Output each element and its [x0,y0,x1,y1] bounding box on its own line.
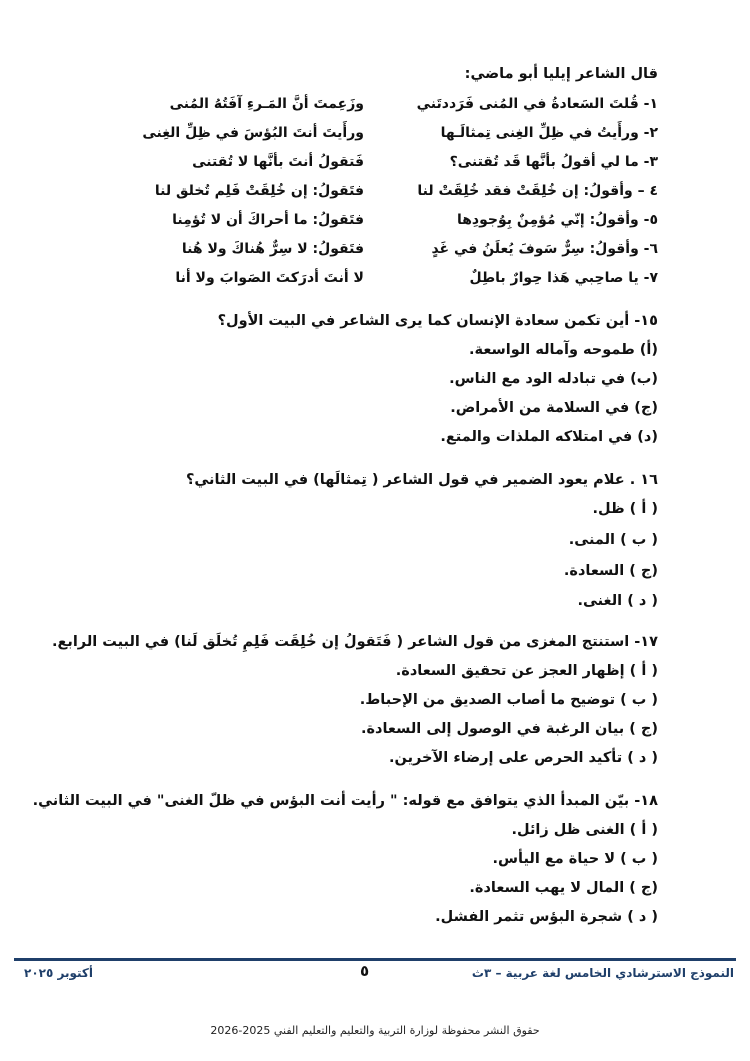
option-17-c[interactable]: (ج ) بيان الرغبة في الوصول إلى السعادة. [360,721,658,737]
option-16-d[interactable]: ( د ) الغنى. [577,593,658,609]
option-17-a[interactable]: ( أ ) إظهار العجز عن تحقيق السعادة. [395,663,658,679]
verse-line [0,125,750,147]
verse-first-half: ٦- وأقولُ: سِرٌّ سَوفَ يُعلَنُ في غَدٍ [431,241,658,257]
verse-second-half: فتَقولُ: ما أحراكَ أن لا تُؤمِنا [172,212,364,228]
option-15-c[interactable]: (ج) في السلامة من الأمراض. [450,400,658,416]
verse-second-half: فتَقولُ: لا سِرٌّ هُناكَ ولا هُنا [181,241,364,257]
verse-second-half: لا أنتَ أدرَكتَ الصَوابَ ولا أنا [175,270,364,286]
copyright-notice: حقوق النشر محفوظة لوزارة التربية والتعليم والتعليم الفني 2025-2026 [210,1024,540,1037]
option-16-c[interactable]: (ج ) السعادة. [563,563,658,579]
verse-line [0,96,750,118]
page-number: ٥ [360,962,370,980]
verse-line [0,212,750,234]
verse-first-half: ٢- ورأَيتُ في ظِلِّ الغِنى تِمثالَـها [440,125,658,141]
footer-exam-title: النموذج الاسترشادي الخامس لغة عربية – ٣ث [471,966,734,980]
option-17-d[interactable]: ( د ) تأكيد الحرص على إرضاء الآخرين. [389,750,658,766]
verse-second-half: فتَقولُ: إن خُلِقَتْ فَلِم تُخلق لنا [154,183,364,199]
question-17: ١٧- استنتج المغزى من قول الشاعر ( فَتَقولُ إن خُلِقَت فَلِمِ تُخلَق لَنا) في البيت الرابع. [51,634,658,650]
verse-line [0,241,750,263]
verse-first-half: ٤ – وأقولُ: إن خُلِقَتْ فقد خُلِقَتْ لنا [417,183,658,199]
option-15-a[interactable]: (أ) طموحه وآماله الواسعة. [469,342,658,358]
footer-divider [14,958,736,961]
option-17-b[interactable]: ( ب ) توضيح ما أصاب الصديق من الإحباط. [359,692,658,708]
option-16-b[interactable]: ( ب ) المنى. [568,532,658,548]
verse-first-half: ١- قُلتَ السَعادةُ في المُنى فَرَددتَني [416,96,658,112]
verse-line [0,270,750,292]
verse-line [0,154,750,176]
question-18: ١٨- بيّن المبدأ الذي يتوافق مع قوله: " رأيت أنت البؤس في ظلّ الغنى" في البيت الثاني. [32,793,658,809]
verse-first-half: ٧- يا صاحِبي هَذا حِوارٌ باطِلٌ [469,270,658,286]
option-16-a[interactable]: ( أ ) ظل. [592,501,658,517]
poem-intro: قال الشاعر إيليا أبو ماضي: [464,66,658,82]
option-18-c[interactable]: (ج ) المال لا يهب السعادة. [469,880,658,896]
verse-first-half: ٣- ما لي أقولُ بأنَّها قَد تُقتنى؟ [449,154,658,170]
option-15-d[interactable]: (د) في امتلاكه الملذات والمتع. [440,429,658,445]
question-15: ١٥- أين تكمن سعادة الإنسان كما يرى الشاعر في البيت الأول؟ [217,313,658,329]
verse-second-half: وزَعِمتَ أنَّ المَـرءِ آفَتُهُ المُنى [169,96,364,112]
verse-first-half: ٥- وأقولُ: إنّي مُؤمِنٌ بِوُجودِها [456,212,658,228]
question-16: ١٦ . علام يعود الضمير في قول الشاعر ( تِمثالَها) في البيت الثاني؟ [185,472,658,488]
verse-second-half: فَتقولُ أنتَ بأنَّها لا تُقتنى [192,154,364,170]
option-18-a[interactable]: ( أ ) الغنى ظل زائل. [511,822,658,838]
option-18-d[interactable]: ( د ) شجرة البؤس تثمر الفشل. [435,909,658,925]
option-18-b[interactable]: ( ب ) لا حياة مع اليأس. [492,851,658,867]
footer-date: أكتوبر ٢٠٢٥ [24,966,93,980]
verse-line [0,183,750,205]
verse-second-half: ورأَيتَ أنتَ البُؤسَ في ظِلِّ الغِنى [142,125,364,141]
option-15-b[interactable]: (ب) في تبادله الود مع الناس. [449,371,658,387]
